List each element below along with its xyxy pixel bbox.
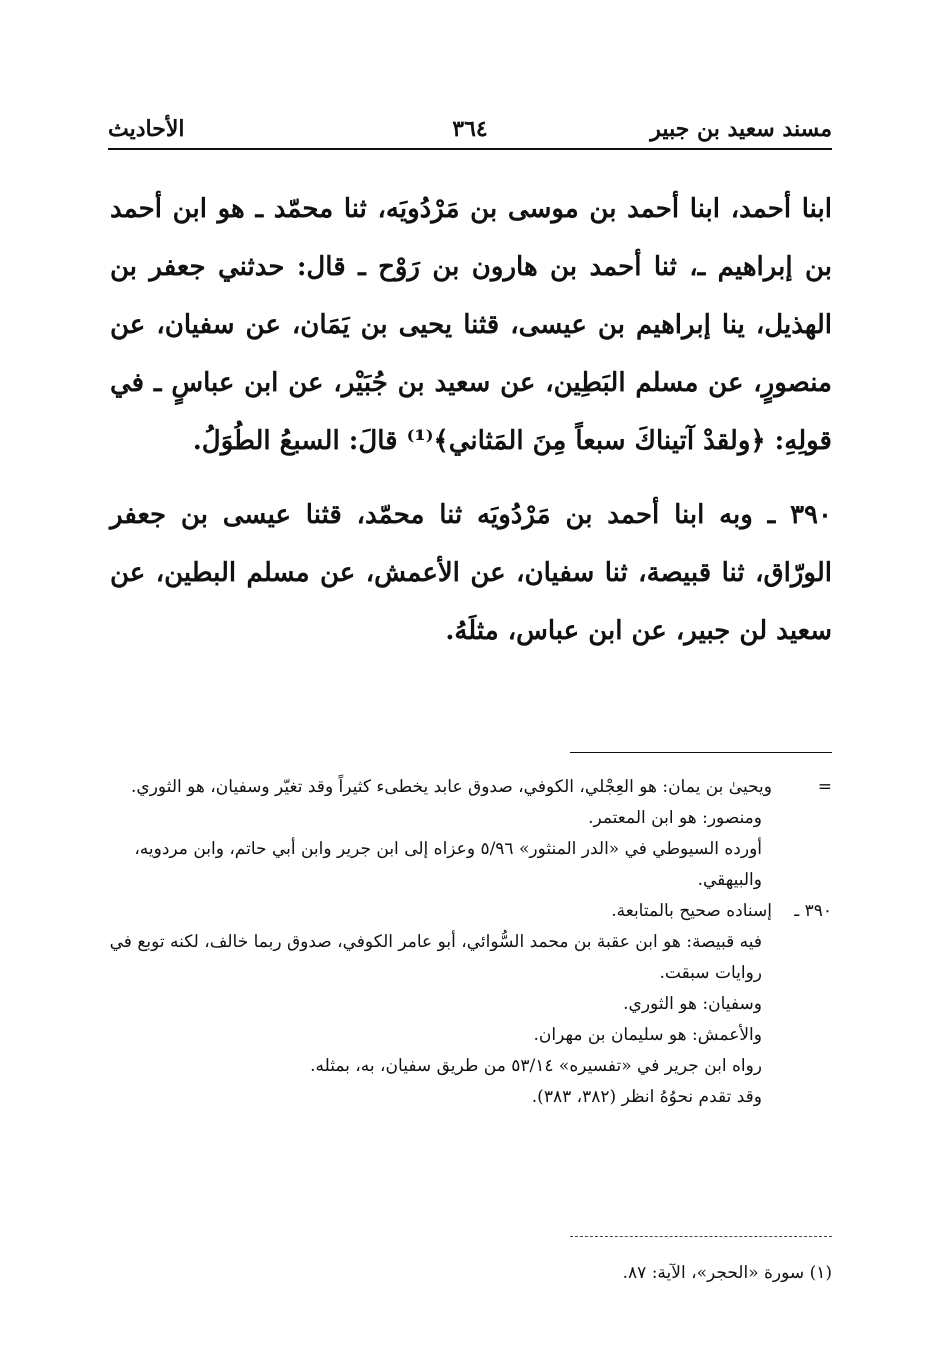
note-line: وقد تقدم نحوُهُ انظر (٣٨٢، ٣٨٣). (531, 1087, 762, 1107)
footnote-text: سورة «الحجر»، الآية: ٨٧. (622, 1263, 805, 1283)
note-line: أورده السيوطي في «الدر المنثور» ٥/٩٦ وعزاه إلى ابن جرير وابن أبي حاتم، وابن مردويه، والبيهقي. (134, 839, 762, 890)
note-line: =ويحيىٰ بن يمان: هو العِجْلي، الكوفي، صدوق عابد يخطىء كثيراً وقد تغيّر وسفيان، هو الثوري. (108, 772, 832, 803)
commentary-notes (108, 772, 832, 1113)
note-line: ومنصور: هو ابن المعتمر. (588, 808, 762, 828)
header-rule (108, 148, 832, 150)
note-number: ٣٩٠ ـ (794, 901, 832, 921)
running-header (108, 112, 832, 146)
note-line: وسفيان: هو الثوري. (623, 994, 762, 1014)
footnote-label: (١) (809, 1263, 832, 1283)
main-text (110, 180, 832, 660)
note-line: فيه قبيصة: هو ابن عقبة بن محمد السُّوائي، أبو عامر الكوفي، صدوق ربما خالف، لكنه توبع في روايات سبقت. (109, 932, 762, 983)
hadith-number: ٣٩٠ (790, 500, 832, 530)
section-title: الأحاديث (108, 116, 185, 142)
hadith-389-continuation: ابنا أحمد، ابنا أحمد بن موسى بن مَرْدُويَه، ثنا محمّد ـ هو ابن أحمد بن إبراهيم ـ، ثنا أحمد بن هارون بن رَوْح ـ قال: حدثني جعفر بن الهذيل، ينا إبراهيم بن عيسى، قثنا يحيى بن يَمَان، عن سفيان، عن منصورٍ، عن مسلم البَطِين، عن سعيد بن جُبَيْر، عن ابن عباسٍ ـ في قولِهِ: ﴿ولقدْ آتيناكَ سبعاً مِنَ المَثاني﴾⁽¹⁾ قالَ: السبعُ الطُوَلُ. (110, 194, 832, 456)
hadith-text: ـ وبه ابنا أحمد بن مَرْدُويَه ثنا محمّد، قثنا عيسى بن جعفر الورّاق، ثنا قبيصة، ثنا سفيان، عن الأعمش، عن مسلم البطين، عن سعيد لن جبير، عن ابن عباس، مثلَهُ. (110, 500, 832, 646)
notes-rule (570, 752, 832, 753)
footnote-rule (570, 1236, 832, 1237)
continuation-mark: = (817, 777, 832, 797)
page-number: ٣٦٤ (452, 116, 488, 142)
note-line: والأعمش: هو سليمان بن مهران. (533, 1025, 762, 1045)
hadith-390 (110, 486, 832, 660)
book-title: مسند سعيد بن جبير (650, 116, 832, 142)
footnote (108, 1258, 832, 1288)
note-390-heading: ٣٩٠ ـإسناده صحيح بالمتابعة. (108, 896, 832, 927)
note-line: رواه ابن جرير في «تفسيره» ٥٣/١٤ من طريق سفيان، به، بمثله. (310, 1056, 762, 1076)
